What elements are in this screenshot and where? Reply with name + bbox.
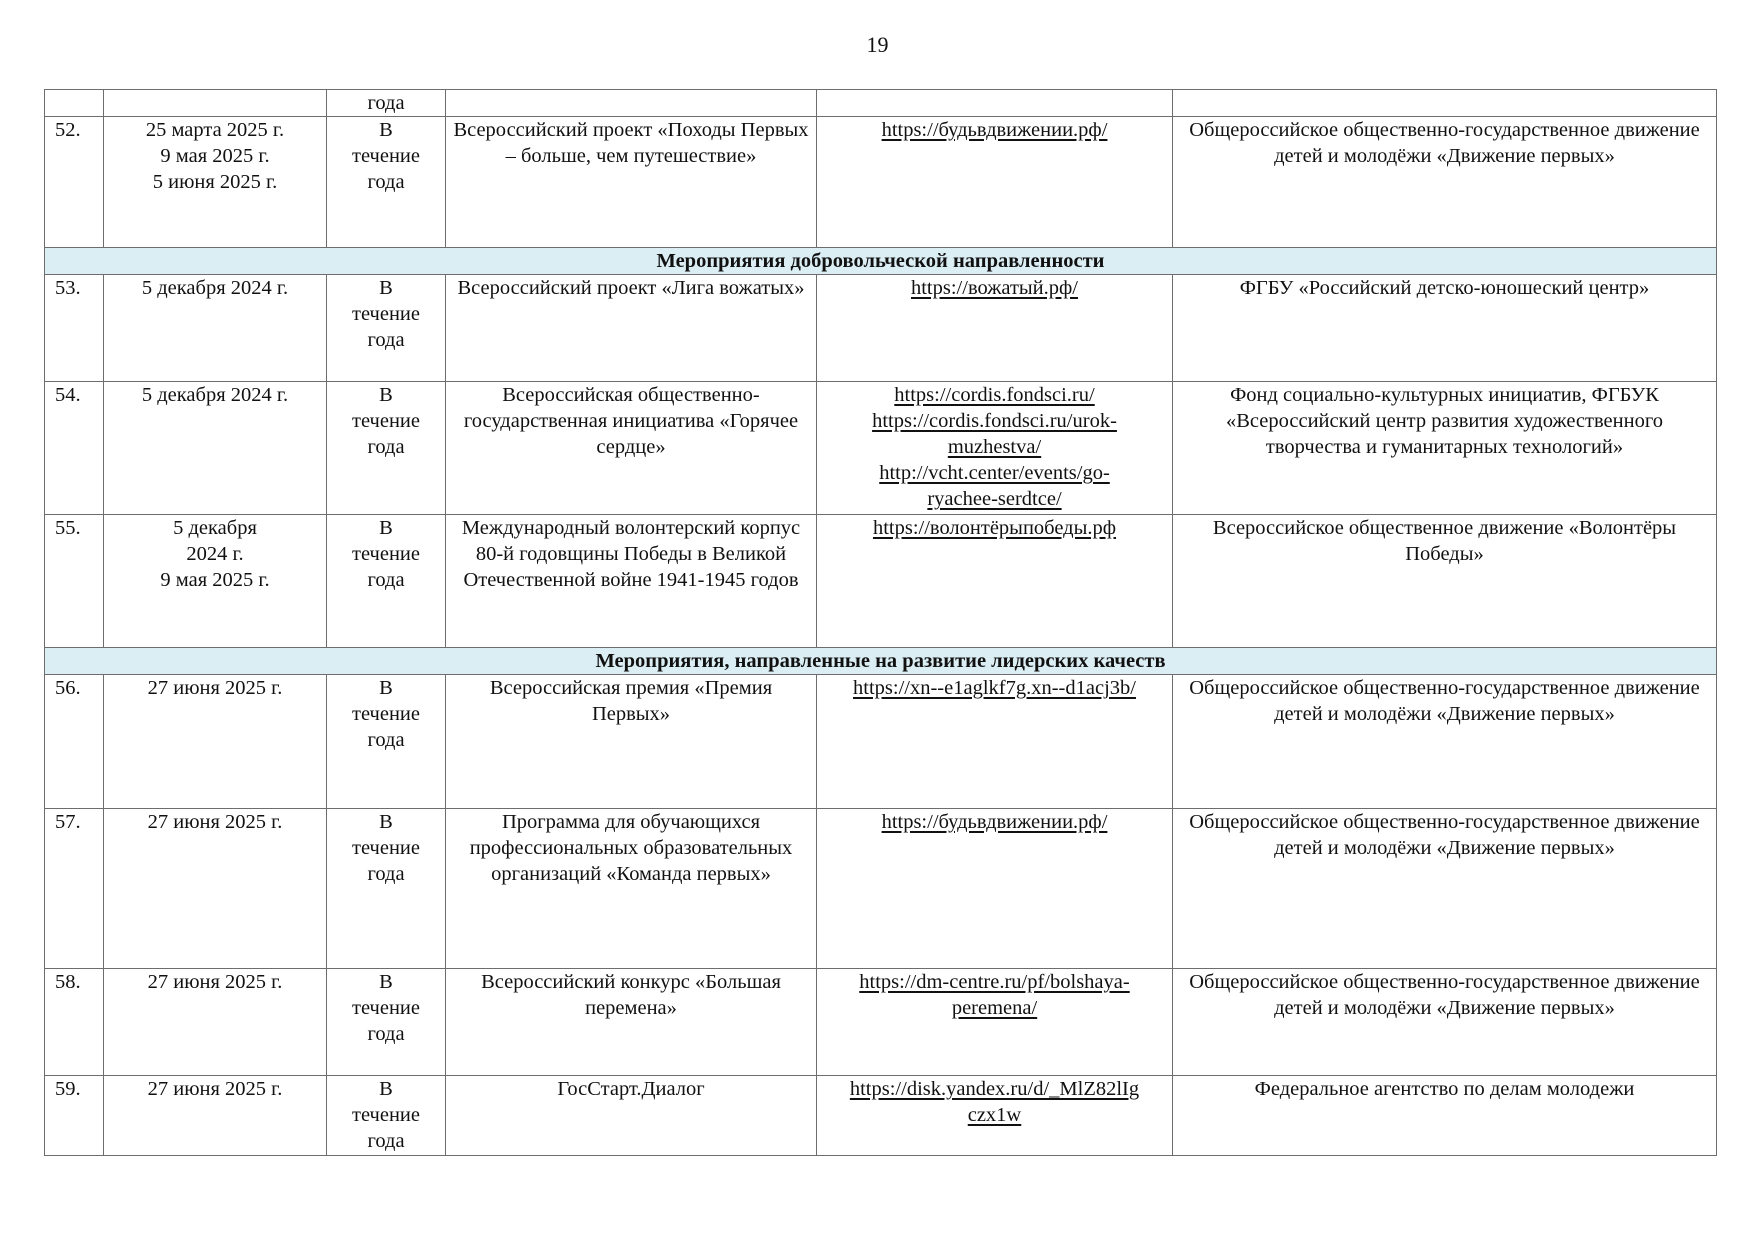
row-number: 56. <box>45 675 104 809</box>
event-name-cell <box>446 675 817 809</box>
organizer-name: Общероссийское общественно-государственное движение детей и молодёжи «Движение первых» <box>1189 811 1700 859</box>
event-link-cell <box>817 117 1173 248</box>
period-text: течение <box>352 145 420 167</box>
row-number: 58. <box>45 969 104 1076</box>
event-name-cell <box>446 90 817 117</box>
event-date: 5 декабря 2024 г. <box>141 384 289 406</box>
period-text: В <box>379 1078 393 1100</box>
row-number: 53. <box>45 275 104 382</box>
table-row <box>45 90 1717 117</box>
period-text: года <box>367 1130 405 1152</box>
event-link[interactable]: http://vcht.center/events/go- <box>879 462 1110 484</box>
period-text: года <box>367 1023 405 1045</box>
organizer-cell <box>1173 969 1717 1076</box>
event-link-cell <box>817 90 1173 117</box>
organizer-cell <box>1173 809 1717 969</box>
event-date: 27 июня 2025 г. <box>147 1078 283 1100</box>
period-text: течение <box>352 410 420 432</box>
event-date-cell <box>104 515 327 648</box>
event-date: 9 мая 2025 г. <box>160 569 270 591</box>
event-name-cell <box>446 809 817 969</box>
period-cell <box>327 515 446 648</box>
event-date-cell <box>104 90 327 117</box>
period-cell <box>327 675 446 809</box>
event-date-cell <box>104 117 327 248</box>
organizer-name: Общероссийское общественно-государственное движение детей и молодёжи «Движение первых» <box>1189 677 1700 725</box>
event-link[interactable]: https://вожатый.рф/ <box>910 277 1079 299</box>
period-text: В <box>379 971 393 993</box>
event-date-cell <box>104 1076 327 1156</box>
organizer-name: ФГБУ «Российский детско-юношеский центр» <box>1239 277 1650 299</box>
table-row <box>45 275 1717 382</box>
period-text: течение <box>352 1104 420 1126</box>
event-date-cell <box>104 275 327 382</box>
event-date: 27 июня 2025 г. <box>147 971 283 993</box>
event-link[interactable]: https://будьвдвижении.рф/ <box>881 119 1108 141</box>
event-name: Всероссийский проект «Походы Первых – больше, чем путешествие» <box>453 119 809 167</box>
event-name: Всероссийская премия «Премия Первых» <box>489 677 773 725</box>
period-text: В <box>379 384 393 406</box>
event-date-cell <box>104 382 327 515</box>
event-name-cell <box>446 969 817 1076</box>
organizer-cell <box>1173 675 1717 809</box>
period-text: В <box>379 811 393 833</box>
event-name: Программа для обучающихся профессиональных образовательных организаций «Команда первых» <box>469 811 793 885</box>
period-cell <box>327 1076 446 1156</box>
event-name: Всероссийский проект «Лига вожатых» <box>457 277 805 299</box>
event-link[interactable]: https://волонтёрыпобеды.рф <box>872 517 1117 539</box>
period-text: года <box>367 569 405 591</box>
event-link[interactable]: https://cordis.fondsci.ru/ <box>894 384 1095 406</box>
row-number <box>45 90 104 117</box>
period-text: течение <box>352 543 420 565</box>
organizer-cell <box>1173 515 1717 648</box>
section-header-row <box>45 248 1717 275</box>
section-title: Мероприятия добровольческой направленности <box>45 248 1717 275</box>
period-text: года <box>367 729 405 751</box>
table-row <box>45 515 1717 648</box>
event-link[interactable]: ryachee-serdtce/ <box>927 488 1062 510</box>
period-text: течение <box>352 703 420 725</box>
section-header-row <box>45 648 1717 675</box>
event-date: 2024 г. <box>186 543 244 565</box>
event-link[interactable]: czx1w <box>967 1104 1022 1126</box>
event-name: Международный волонтерский корпус 80-й годовщины Победы в Великой Отечественной войне 1941-1945 годов <box>461 517 801 591</box>
event-link-cell <box>817 382 1173 515</box>
event-date: 27 июня 2025 г. <box>147 811 283 833</box>
period-text: года <box>367 436 405 458</box>
section-title: Мероприятия, направленные на развитие лидерских качеств <box>45 648 1717 675</box>
period-text: течение <box>352 837 420 859</box>
event-name-cell <box>446 1076 817 1156</box>
event-name-cell <box>446 515 817 648</box>
event-link-cell <box>817 275 1173 382</box>
event-link-cell <box>817 515 1173 648</box>
organizer-name: Всероссийское общественное движение «Волонтёры Победы» <box>1212 517 1677 565</box>
event-link[interactable]: https://disk.yandex.ru/d/_MlZ82lIg <box>849 1078 1140 1100</box>
period-text: В <box>379 277 393 299</box>
event-link[interactable]: peremena/ <box>951 997 1038 1019</box>
row-number: 57. <box>45 809 104 969</box>
row-number: 54. <box>45 382 104 515</box>
row-number: 52. <box>45 117 104 248</box>
event-date: 9 мая 2025 г. <box>160 145 270 167</box>
organizer-name: Фонд социально-культурных инициатив, ФГБУК «Всероссийский центр развития художественного творчества и гуманитарных технологий» <box>1225 384 1663 458</box>
event-name-cell <box>446 382 817 515</box>
organizer-cell <box>1173 382 1717 515</box>
period-cell <box>327 382 446 515</box>
page-number: 19 <box>866 32 889 57</box>
period-cell <box>327 90 446 117</box>
period-text: года <box>367 92 405 114</box>
period-text: года <box>367 171 405 193</box>
period-cell <box>327 117 446 248</box>
events-table <box>44 89 1717 1156</box>
event-date-cell <box>104 809 327 969</box>
event-date-cell <box>104 969 327 1076</box>
event-link-cell <box>817 969 1173 1076</box>
table-row <box>45 809 1717 969</box>
event-date: 5 декабря <box>173 517 257 539</box>
period-text: В <box>379 517 393 539</box>
table-row <box>45 117 1717 248</box>
period-text: года <box>367 329 405 351</box>
table-row <box>45 969 1717 1076</box>
table-row <box>45 382 1717 515</box>
organizer-name: Общероссийское общественно-государственное движение детей и молодёжи «Движение первых» <box>1189 119 1700 167</box>
event-date: 27 июня 2025 г. <box>147 677 283 699</box>
event-name: Всероссийская общественно-государственная инициатива «Горячее сердце» <box>463 384 799 458</box>
period-text: В <box>379 677 393 699</box>
period-text: течение <box>352 303 420 325</box>
event-name: ГосСтарт.Диалог <box>557 1078 705 1100</box>
event-link-cell <box>817 1076 1173 1156</box>
event-name-cell <box>446 275 817 382</box>
event-name: Всероссийский конкурс «Большая перемена» <box>481 971 781 1019</box>
period-text: В <box>379 119 393 141</box>
row-number: 59. <box>45 1076 104 1156</box>
period-text: года <box>367 863 405 885</box>
period-cell <box>327 969 446 1076</box>
event-date: 5 июня 2025 г. <box>152 171 278 193</box>
period-text: течение <box>352 997 420 1019</box>
event-date: 25 марта 2025 г. <box>145 119 285 141</box>
event-link-cell <box>817 675 1173 809</box>
organizer-name: Федеральное агентство по делам молодежи <box>1254 1078 1635 1100</box>
organizer-cell <box>1173 275 1717 382</box>
row-number: 55. <box>45 515 104 648</box>
event-link[interactable]: https://cordis.fondsci.ru/urok- <box>872 410 1117 432</box>
period-cell <box>327 275 446 382</box>
event-date-cell <box>104 675 327 809</box>
period-cell <box>327 809 446 969</box>
event-date: 5 декабря 2024 г. <box>141 277 289 299</box>
organizer-name: Общероссийское общественно-государственное движение детей и молодёжи «Движение первых» <box>1189 971 1700 1019</box>
table-row <box>45 675 1717 809</box>
organizer-cell <box>1173 1076 1717 1156</box>
event-link[interactable]: https://будьвдвижении.рф/ <box>881 811 1108 833</box>
organizer-cell <box>1173 90 1717 117</box>
event-link[interactable]: muzhestva/ <box>947 436 1042 458</box>
table-row <box>45 1076 1717 1156</box>
event-link[interactable]: https://xn--e1aglkf7g.xn--d1acj3b/ <box>853 677 1136 699</box>
event-name-cell <box>446 117 817 248</box>
event-link[interactable]: https://dm-centre.ru/pf/bolshaya- <box>859 971 1130 993</box>
event-link-cell <box>817 809 1173 969</box>
organizer-cell <box>1173 117 1717 248</box>
